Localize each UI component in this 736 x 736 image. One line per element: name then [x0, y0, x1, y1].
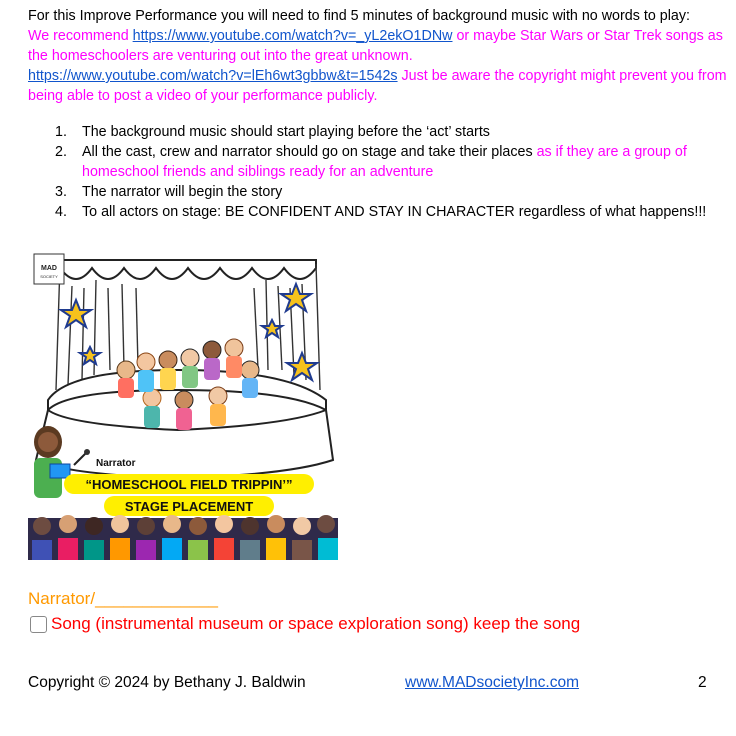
- list-item: [28, 182, 728, 202]
- list-text: To all actors on stage: BE CONFIDENT AND STAY IN CHARACTER regardless of what happens!!!: [82, 204, 707, 220]
- steps-list: [28, 122, 728, 222]
- list-number: 3.: [55, 184, 67, 200]
- list-text: The background music should start playing before the ‘act’ starts: [82, 124, 490, 140]
- website-link[interactable]: www.MADsocietyInc.com: [405, 674, 579, 691]
- mad-society-logo: [34, 254, 64, 284]
- audience: [28, 515, 338, 560]
- banner-subtitle: STAGE PLACEMENT: [124, 499, 254, 514]
- list-text: All the cast, crew and narrator should go on stage and take their places: [82, 144, 537, 160]
- intro-line: For this Improve Performance you will need to find 5 minutes of background music with no words to play:: [28, 8, 690, 24]
- list-number: 2.: [55, 144, 67, 160]
- youtube-link-2[interactable]: https://www.youtube.com/watch?v=lEh6wt3gbbw&t=1542s: [28, 68, 398, 84]
- list-item: [28, 122, 728, 142]
- youtube-link-1[interactable]: https://www.youtube.com/watch?v=_yL2ekO1DNw: [132, 28, 453, 44]
- song-text: Song (instrumental museum or space exploration song) keep the song: [51, 614, 581, 633]
- copyright-warning: Just be aware the copyright might prevent you from being able to post a video of your performance publicly.: [28, 68, 727, 104]
- svg-text:SOCIETY: SOCIETY: [40, 274, 58, 279]
- narrator-label: Narrator: [96, 458, 136, 469]
- banner-title: “HOMESCHOOL FIELD TRIPPIN’”: [85, 477, 293, 492]
- song-checkbox[interactable]: [30, 616, 47, 633]
- narrator-prompt: Narrator/_____________: [28, 589, 218, 608]
- list-number: 1.: [55, 124, 67, 140]
- stage-illustration: [28, 250, 338, 560]
- list-number: 4.: [55, 204, 67, 220]
- list-item: [28, 202, 728, 222]
- copyright-text: Copyright © 2024 by Bethany J. Baldwin: [28, 674, 306, 691]
- list-highlight: as if they are a group of homeschool friends and siblings ready for an adventure: [82, 144, 687, 180]
- list-text: The narrator will begin the story: [82, 184, 283, 200]
- intro-paragraph: [28, 6, 732, 106]
- recommend-label: We recommend: [28, 28, 133, 44]
- song-checklist-item: [30, 614, 580, 634]
- svg-text:MAD: MAD: [41, 265, 57, 272]
- recommend-text: [28, 26, 732, 66]
- recommend-suffix: or maybe Star Wars or Star Trek songs as the homeschoolers are venturing out into the great unknown.: [28, 28, 723, 64]
- copyright-note: [28, 66, 732, 106]
- list-item: [28, 142, 728, 182]
- page-number: 2: [698, 674, 707, 691]
